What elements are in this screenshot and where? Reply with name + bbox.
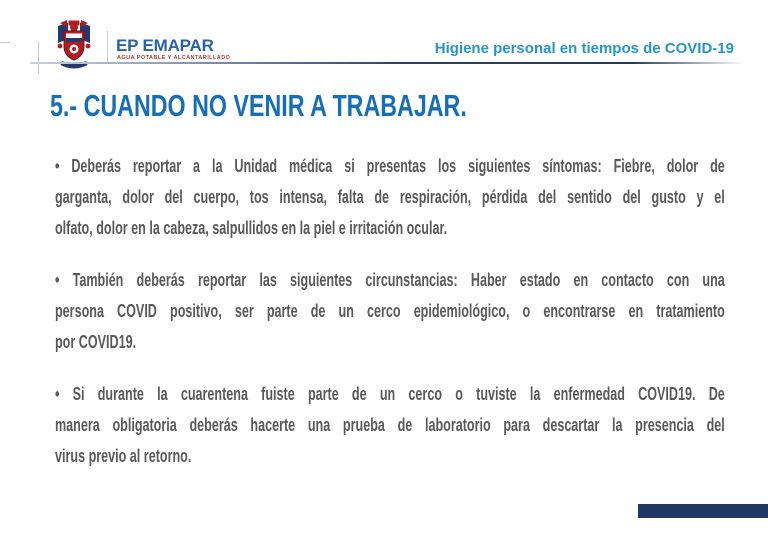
body-line: manera obligatoria deberás hacerte una prueba de laboratorio para descartar la presencia del [55,414,725,435]
body-line: • También deberás reportar las siguientes circunstancias: Haber estado en contacto con una [55,269,725,290]
footer-accent-bar [638,504,768,518]
logo-tagline: AGUA POTABLE Y ALCANTARILLADO [117,55,231,61]
body-line: virus previo al retorno. [55,445,192,466]
body-line: garganta, dolor del cuerpo, tos intensa, falta de respiración, pérdida del sentido del gusto y el [55,186,725,207]
slide-title: 5.- CUANDO NO VENIR A TRABAJAR. [50,88,467,123]
template-edge-line [0,42,10,43]
header-rule [30,62,746,64]
body-line: • Si durante la cuarentena fuiste parte de un cerco o tuviste la enfermedad COVID19. De [55,383,725,404]
logo-divider [107,31,108,62]
bullet-paragraph [55,378,725,471]
logo-company-name: EP EMAPAR [116,36,214,55]
body-line: olfato, dolor en la cabeza, salpullidos en la piel e irritación ocular. [55,217,448,238]
header-title: Higiene personal en tiempos de COVID-19 [434,40,734,57]
slide-body [55,150,725,492]
body-line: • Deberás reportar a la Unidad médica si presentas los siguientes síntomas: Fiebre, dolor de [55,155,725,176]
bullet-paragraph [55,264,725,357]
body-line: por COVID19. [55,331,137,352]
body-line: persona COVID positivo, ser parte de un cerco epidemiológico, o encontrarse en tratamiento [55,300,725,321]
template-placeholder-line [38,41,39,74]
bullet-paragraph [55,150,725,243]
